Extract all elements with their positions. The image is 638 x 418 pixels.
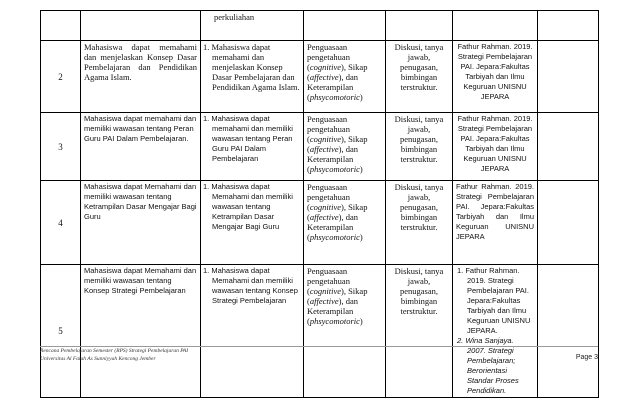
row-number: 3 [41,113,81,181]
cell-assessment: Penguasaan pengetahuan (cognitive), Sikap (affective), dan Keterampilan (phsycomotoric) [304,113,386,181]
cell-assessment: Penguasaan pengetahuan (cognitive), Sikap (affective), dan Keterampilan (phsycomotoric) [304,265,386,398]
cell-method: Diskusi, tanya jawab, penugasan, bimbingan terstruktur. [386,41,453,113]
cell-learning-outcome: Mahasiswa dapat Memahami dan memiliki wawasan tentang Ketrampilan Dasar Mengajar Bagi Guru [81,181,201,265]
cell-learning-outcome: Mahasiswa dapat memahami dan menjelaskan Konsep Dasar Pembelajaran dan Pendidikan Agama Islam. [81,41,201,113]
cell-extra [538,113,599,181]
row-number: 5 [41,265,81,398]
cell-method: Diskusi, tanya jawab, penugasan, bimbingan terstruktur. [386,113,453,181]
cell-indicator: 1. Mahasiswa dapat Memahami dan memiliki wawasan tentang Ketrampilan Dasar Mengajar Bagi Guru [201,181,304,265]
cell-indicator: 1. Mahasiswa dapat Memahami dan memiliki wawasan tentang Konsep Strategi Pembelajaran [201,265,304,398]
cell-reference: Fathur Rahman. 2019. Strategi Pembelajaran PAI. Jepara:Fakultas Tarbiyah dan Ilmu Keguruan UNISNU JEPARA [453,113,538,181]
cell-assessment: Penguasaan pengetahuan (cognitive), Sikap (affective), dan Keterampilan (phsycomotoric) [304,41,386,113]
cell-learning-outcome: Mahasiswa dapat memahami dan memiliki wawasan tentang Peran Guru PAI Dalam Pembelajaran. [81,113,201,181]
table-row [41,41,599,113]
cell-method [386,11,453,41]
row-number [41,11,81,41]
row-number: 2 [41,41,81,113]
cell-method: Diskusi, tanya jawab, penugasan, bimbingan terstruktur. [386,181,453,265]
rps-table [40,10,599,398]
cell-learning-outcome: Mahasiswa dapat Memahami dan memiliki wawasan tentang Konsep Strategi Pembelajaran [81,265,201,398]
cell-reference: Fathur Rahman. 2019. Strategi Pembelajaran PAI. Jepara:Fakultas Tarbiyah dan Ilmu Keguruan UNISNU JEPARA [453,181,538,265]
footer-document-title: Rencana Pembelajaran Semester (RPS) Strategi Pembelajaran PAI [40,348,189,354]
table-row [41,265,599,398]
cell-indicator [201,11,304,41]
cell-indicator: 1. Mahasiswa dapat memahami dan memiliki wawasan tentang Peran Guru PAI Dalam Pembelajaran [201,113,304,181]
cell-indicator-text: perkuliahan [214,12,255,22]
cell-extra [538,181,599,265]
cell-learning-outcome [81,11,201,41]
footer-university: Universitas Al Falah As Sunniyyah Kencong Jember [40,356,156,362]
row-number: 4 [41,181,81,265]
cell-assessment: Penguasaan pengetahuan (cognitive), Sikap (affective), dan Keterampilan (phsycomotoric) [304,181,386,265]
cell-method: Diskusi, tanya jawab, penugasan, bimbingan terstruktur. [386,265,453,398]
cell-reference [453,265,538,398]
cell-extra [538,11,599,41]
table-row [41,181,599,265]
cell-reference: Fathur Rahman. 2019. Strategi Pembelajaran PAI. Jepara:Fakultas Tarbiyah dan Ilmu Keguruan UNISNU JEPARA [453,41,538,113]
page-number: Page 3 [575,354,598,361]
footer-divider [40,346,598,347]
cell-reference [453,11,538,41]
cell-extra [538,41,599,113]
cell-indicator: 1. Mahasiswa dapat memahami dan menjelaskan Konsep Dasar Pembelajaran dan Pendidikan Agama Islam. [201,41,304,113]
cell-extra [538,265,599,398]
table-row [41,113,599,181]
cell-assessment [304,11,386,41]
table-row [41,11,599,41]
reference-item: 2. Wina Sanjaya. 2007. Strategi Pembelajaran; Berorientasi Standar Proses Pendidikan. [457,336,519,395]
reference-item: 1. Fathur Rahman. 2019. Strategi Pembelajaran PAI. Jepara:Fakultas Tarbiyah dan Ilmu Keguruan UNISNU JEPARA. [457,266,531,335]
